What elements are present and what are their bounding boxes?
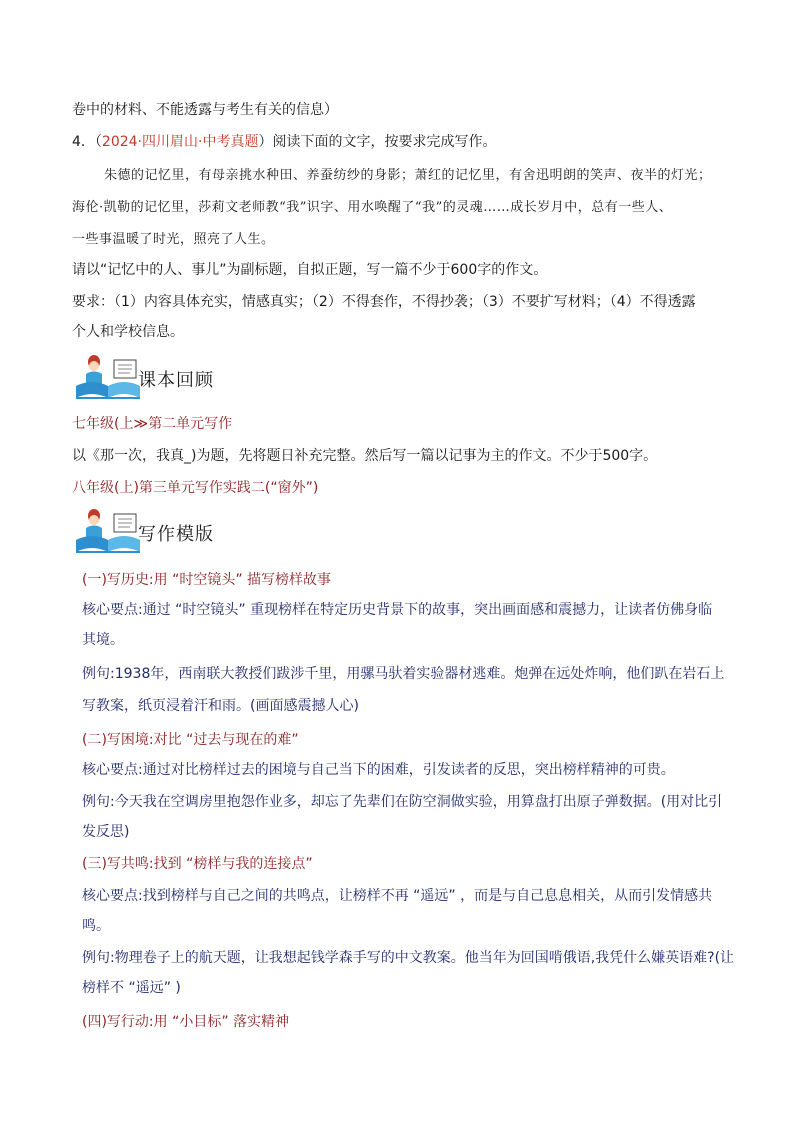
review-grade-8: 八年级(上)第三单元写作实践二(“窗外”) (72, 480, 319, 496)
template-example-3b: 榜样不 “遥远” ) (82, 980, 181, 996)
section-title-review: 课本回顾 (138, 370, 214, 391)
template-example-3a: 例句:物理卷子上的航天题，让我想起钱学森手写的中文教案。他当年为回国啃俄语,我凭什么嫌英语难?(让 (82, 950, 735, 966)
section-header-review (74, 352, 274, 396)
template-keypoint-3b: 鸣。 (82, 918, 110, 934)
requirements-line-1: 要求：（1）内容具体充实，情感真实；（2）不得套作，不得抄袭；（3）不要扩写材料；（4）不得透露 (72, 294, 696, 310)
reading-girl-book-icon (74, 506, 144, 554)
section-title-template: 写作模版 (138, 524, 214, 545)
template-heading-1: (一)写历史:用 “时空镜头” 描写榜样故事 (82, 572, 332, 588)
template-keypoint-1a: 核心要点:通过 “时空镜头” 重现榜样在特定历史背景下的故事，突出画面感和震撼力，让读者仿佛身临 (82, 602, 713, 618)
intro-line: 卷中的材料、不能透露与考生有关的信息） (72, 102, 338, 118)
passage-line-1: 朱德的记忆里，有母亲挑水种田、养蚕纺纱的身影；萧红的记忆里，有舍迅明朗的笑声、夜半的灯光； (104, 168, 712, 183)
review-grade-7: 七年级(上≫第二单元写作 (72, 416, 233, 432)
template-heading-2: (二)写困境:对比 “过去与现在的难” (82, 732, 299, 748)
template-example-1a: 例句:1938年，西南联大教授们跋涉千里，用骡马驮着实验器材逃难。炮弹在远处炸响，他们趴在岩石上 (82, 666, 725, 682)
passage-line-2: 海伦·凯勒的记忆里，莎莉文老师教“我”识字、用水唤醒了“我”的灵魂……成长岁月中，总有一些人、 (72, 200, 673, 215)
template-example-2a: 例句:今天我在空调房里抱怨作业多，却忘了先辈们在防空洞做实验，用算盘打出原子弹数据。(用对比引 (82, 794, 723, 810)
reading-girl-book-icon (74, 352, 144, 400)
question-instruction: ）阅读下面的文字，按要求完成写作。 (258, 134, 497, 150)
review-prompt-7: 以《那一次，我真_)为题，先将题日补充完整。然后写一篇以记事为主的作文。不少于500字。 (72, 448, 658, 464)
section-header-template (74, 506, 274, 550)
passage-line-3: 一些事温暖了时光，照亮了人生。 (72, 232, 275, 247)
template-heading-3: (三)写共鸣:找到 “榜样与我的连接点” (82, 856, 313, 872)
question-number: 4．（ (72, 134, 102, 150)
template-keypoint-2: 核心要点:通过对比榜样过去的困境与自己当下的困难，引发读者的反思，突出榜样精神的可贵。 (82, 762, 675, 778)
question-source: 2024·四川眉山·中考真题 (101, 134, 259, 150)
requirements-line-2: 个人和学校信息。 (72, 324, 184, 340)
template-keypoint-1b: 其境。 (82, 632, 124, 648)
template-example-2b: 发反思) (82, 824, 130, 840)
template-example-1b: 写教案，纸页浸着汗和雨。(画面感震撼人心) (82, 698, 359, 714)
template-keypoint-3a: 核心要点:找到榜样与自己之间的共鸣点，让榜样不再 “遥远” ，而是与自己息息相关，从而引发情感共 (82, 888, 713, 904)
question-4 (72, 132, 496, 152)
prompt-line: 请以“记忆中的人、事儿”为副标题，自拟正题，写一篇不少于600字的作文。 (72, 262, 548, 278)
template-heading-4: (四)写行动:用 “小目标” 落实精神 (82, 1014, 290, 1030)
